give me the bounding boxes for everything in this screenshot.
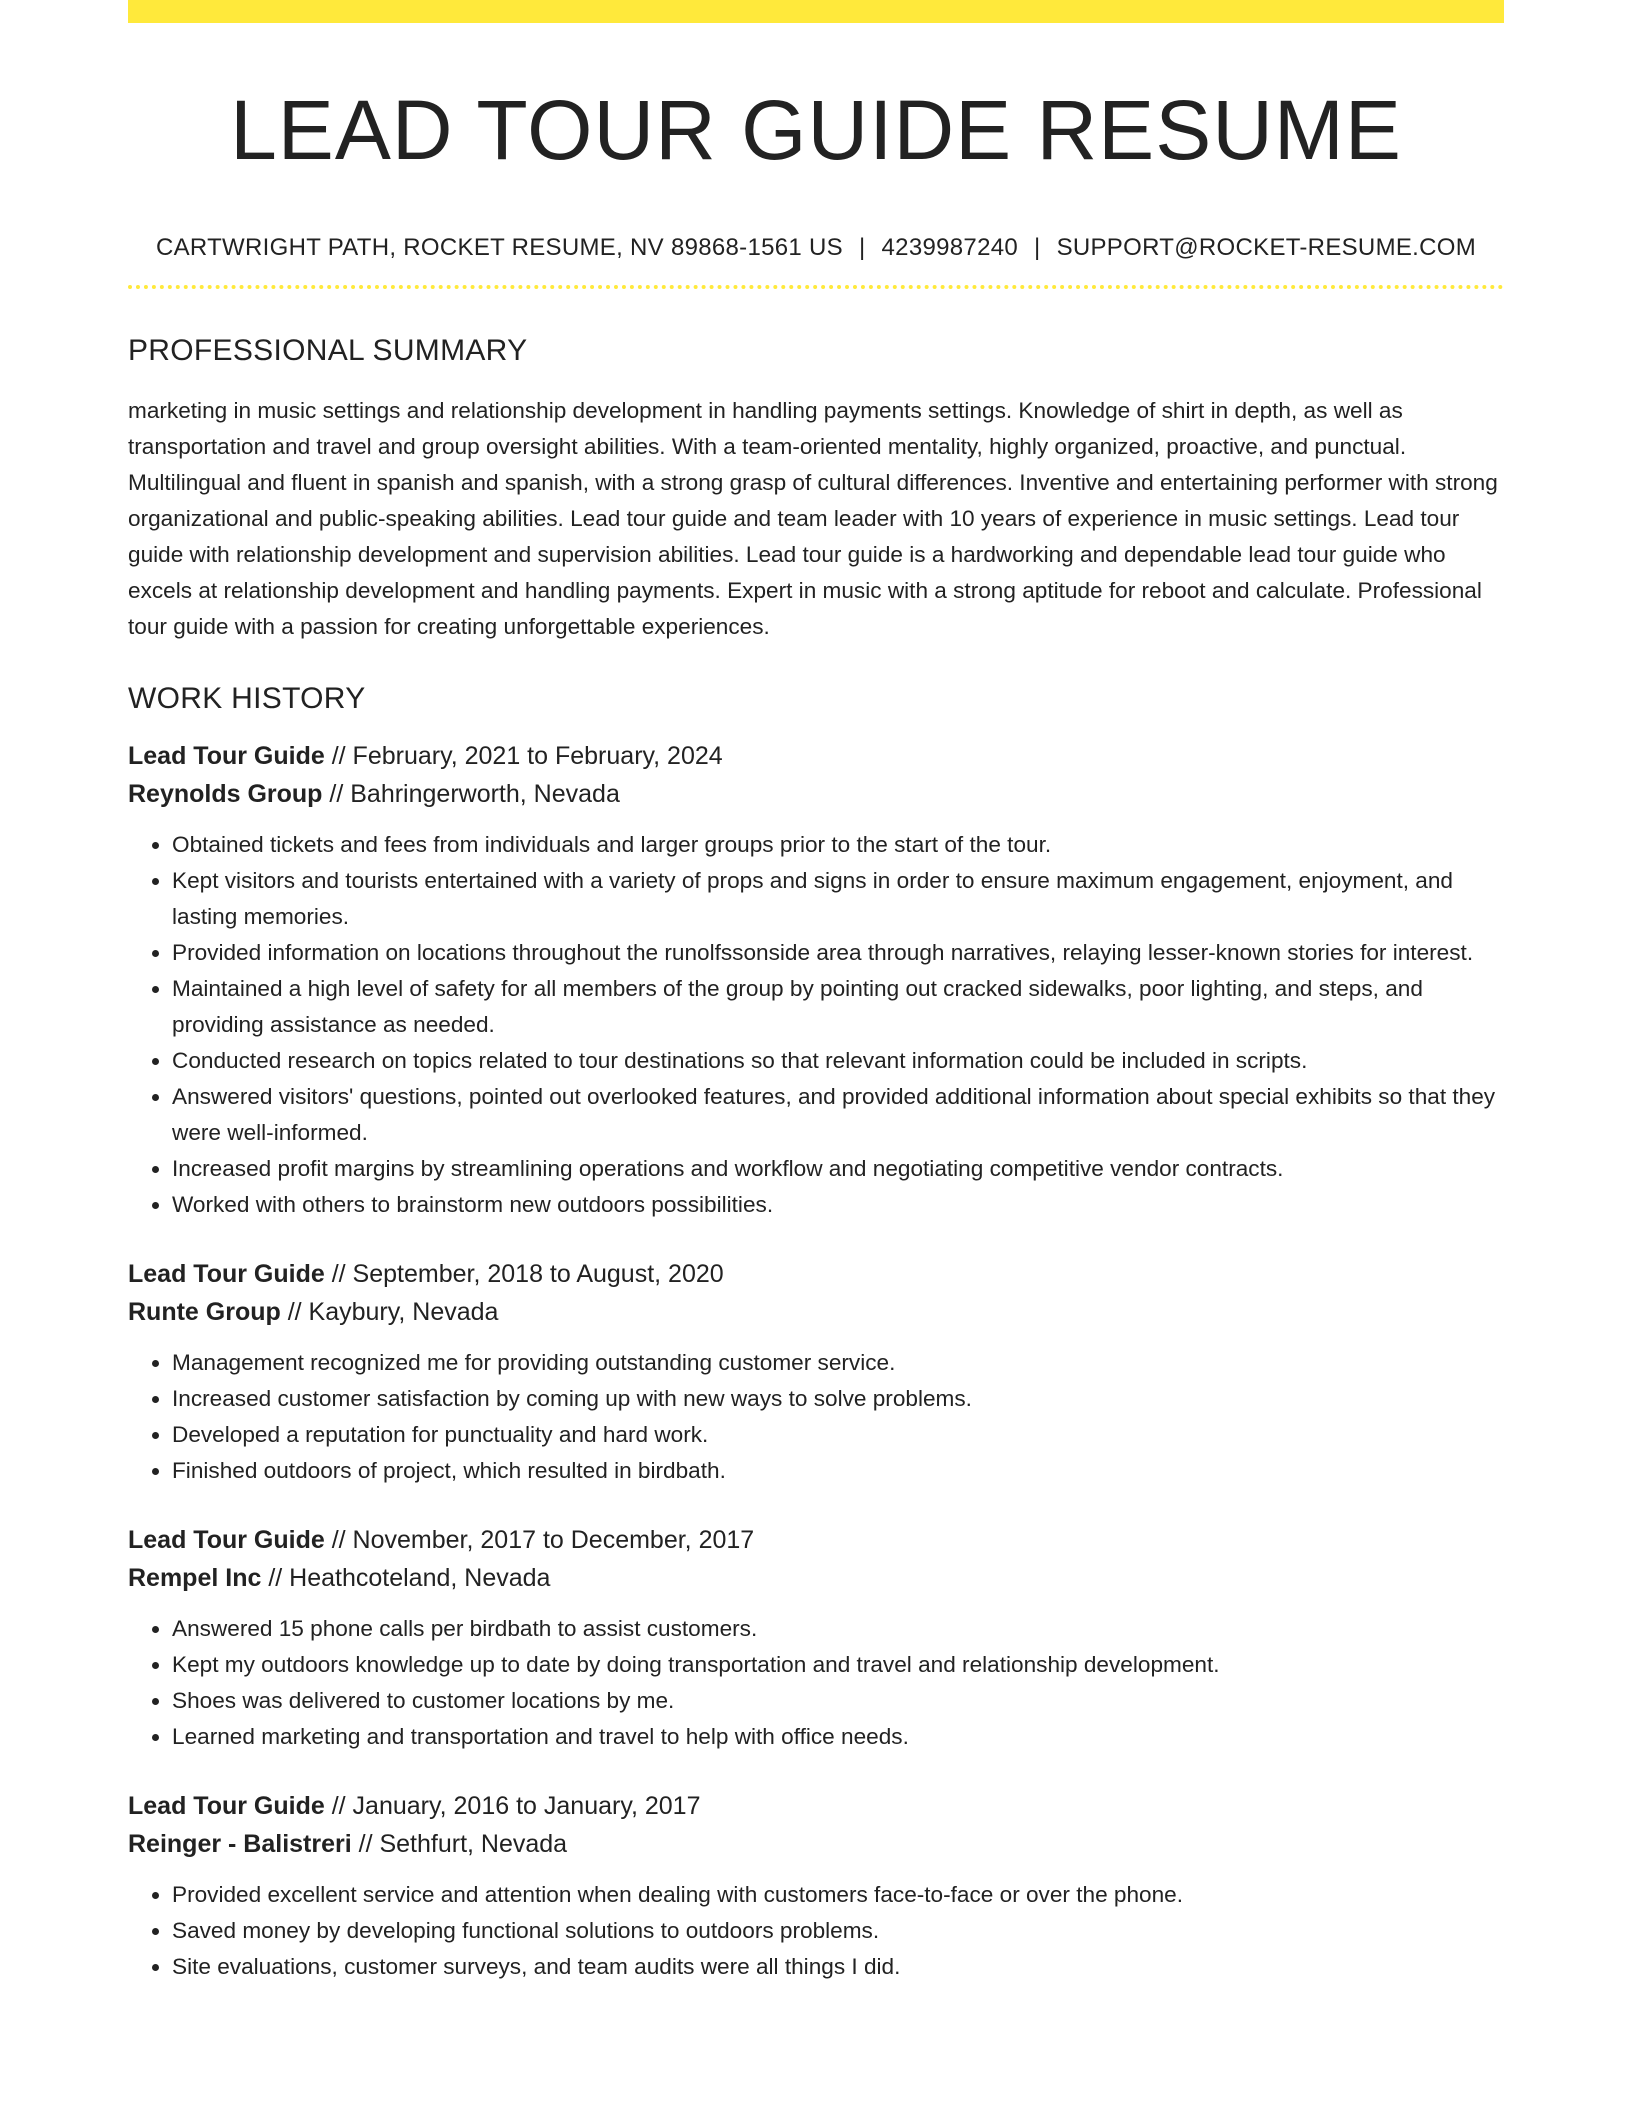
job-bullet: • Obtained tickets and fees from individuals and larger groups prior to the start of the tour. [172, 827, 1504, 863]
job-company-line [128, 1559, 1504, 1597]
job-bullet: • Maintained a high level of safety for all members of the group by pointing out cracked sidewalks, poor lighting, and steps, and providing assistance as needed. [172, 971, 1504, 1043]
job-dates: // November, 2017 to December, 2017 [324, 1526, 755, 1554]
job-bullet: • Answered 15 phone calls per birdbath to assist customers. [172, 1611, 1504, 1647]
job-company-line [128, 1293, 1504, 1331]
job-title: Lead Tour Guide [128, 1526, 325, 1554]
job-bullet: • Saved money by developing functional solutions to outdoors problems. [172, 1913, 1504, 1949]
contact-line [128, 233, 1504, 263]
job-company-line [128, 1825, 1504, 1863]
job-title-line [128, 1255, 1504, 1293]
job-bullet: • Finished outdoors of project, which resulted in birdbath. [172, 1453, 1504, 1489]
job-title: Lead Tour Guide [128, 742, 325, 770]
job-bullet: • Provided information on locations throughout the runolfssonside area through narratives, relaying lesser-known stories for interest. [172, 935, 1504, 971]
job-bullet: • Developed a reputation for punctuality and hard work. [172, 1417, 1504, 1453]
job-bullets [128, 1345, 1504, 1489]
dotted-divider [128, 285, 1504, 289]
job-dates: // February, 2021 to February, 2024 [324, 742, 723, 770]
job-bullet: • Increased profit margins by streamlining operations and workflow and negotiating competitive vendor contracts. [172, 1151, 1504, 1187]
job-title: Lead Tour Guide [128, 1260, 325, 1288]
accent-top-bar [128, 0, 1504, 23]
job-entry [128, 1255, 1504, 1489]
job-bullet: • Answered visitors' questions, pointed out overlooked features, and provided additional information about special exhibits so that they were well-informed. [172, 1079, 1504, 1151]
contact-address: CARTWRIGHT PATH, ROCKET RESUME, NV 89868-1561 US [155, 234, 843, 261]
job-entry [128, 1521, 1504, 1755]
job-bullet: • Management recognized me for providing outstanding customer service. [172, 1345, 1504, 1381]
job-bullet: • Kept my outdoors knowledge up to date by doing transportation and travel and relationship development. [172, 1647, 1504, 1683]
job-bullets [128, 827, 1504, 1223]
job-location: // Sethfurt, Nevada [351, 1830, 568, 1858]
job-bullet: • Site evaluations, customer surveys, and team audits were all things I did. [172, 1949, 1504, 1985]
summary-heading: PROFESSIONAL SUMMARY [128, 334, 528, 367]
job-title-line [128, 737, 1504, 775]
job-title-line [128, 1787, 1504, 1825]
work-history-heading: WORK HISTORY [128, 682, 366, 715]
contact-separator: | [1034, 234, 1041, 261]
job-company: Runte Group [128, 1298, 281, 1326]
summary-text: marketing in music settings and relationship development in handling payments settings. Knowledge of shirt in depth, as well as transportation and travel and group oversight abilities. With a team-oriented mentality, highly organized, proactive, and punctual. Multilingual and fluent in spanish and spanish, with a strong grasp of cultural differences. Inventive and entertaining performer with strong organizational and public-speaking abilities. Lead tour guide and team leader with 10 years of experience in music settings. Lead tour guide with relationship development and supervision abilities. Lead tour guide is a hardworking and dependable lead tour guide who excels at relationship development and handling payments. Expert in music with a strong aptitude for reboot and calculate. Professional tour guide with a passion for creating unforgettable experiences. [128, 398, 1498, 639]
job-location: // Heathcoteland, Nevada [261, 1564, 551, 1592]
job-bullet: • Increased customer satisfaction by coming up with new ways to solve problems. [172, 1381, 1504, 1417]
work-history-list [128, 737, 1504, 1985]
job-bullet: • Conducted research on topics related to tour destinations so that relevant information could be included in scripts. [172, 1043, 1504, 1079]
job-title: Lead Tour Guide [128, 1792, 325, 1820]
job-bullet: • Shoes was delivered to customer locations by me. [172, 1683, 1504, 1719]
job-entry [128, 737, 1504, 1223]
job-bullets [128, 1611, 1504, 1755]
contact-email: SUPPORT@ROCKET-RESUME.COM [1056, 234, 1477, 261]
contact-separator: | [858, 234, 866, 261]
job-location: // Bahringerworth, Nevada [322, 780, 620, 808]
job-dates: // January, 2016 to January, 2017 [324, 1792, 701, 1820]
contact-phone: 4239987240 [881, 234, 1019, 261]
job-title-line [128, 1521, 1504, 1559]
job-location: // Kaybury, Nevada [280, 1298, 499, 1326]
job-bullet: • Kept visitors and tourists entertained with a variety of props and signs in order to ensure maximum engagement, enjoyment, and lasting memories. [172, 863, 1504, 935]
job-company-line [128, 775, 1504, 813]
job-bullets [128, 1877, 1504, 1985]
job-dates: // September, 2018 to August, 2020 [324, 1260, 724, 1288]
job-company: Reinger - Balistreri [128, 1830, 352, 1858]
job-company: Rempel Inc [128, 1564, 262, 1592]
job-company: Reynolds Group [128, 780, 323, 808]
page-title: LEAD TOUR GUIDE RESUME [230, 83, 1402, 177]
job-bullet: • Worked with others to brainstorm new outdoors possibilities. [172, 1187, 1504, 1223]
job-entry [128, 1787, 1504, 1985]
job-bullet: • Provided excellent service and attention when dealing with customers face-to-face or over the phone. [172, 1877, 1504, 1913]
resume-page [128, 0, 1504, 1985]
job-bullet: • Learned marketing and transportation and travel to help with office needs. [172, 1719, 1504, 1755]
